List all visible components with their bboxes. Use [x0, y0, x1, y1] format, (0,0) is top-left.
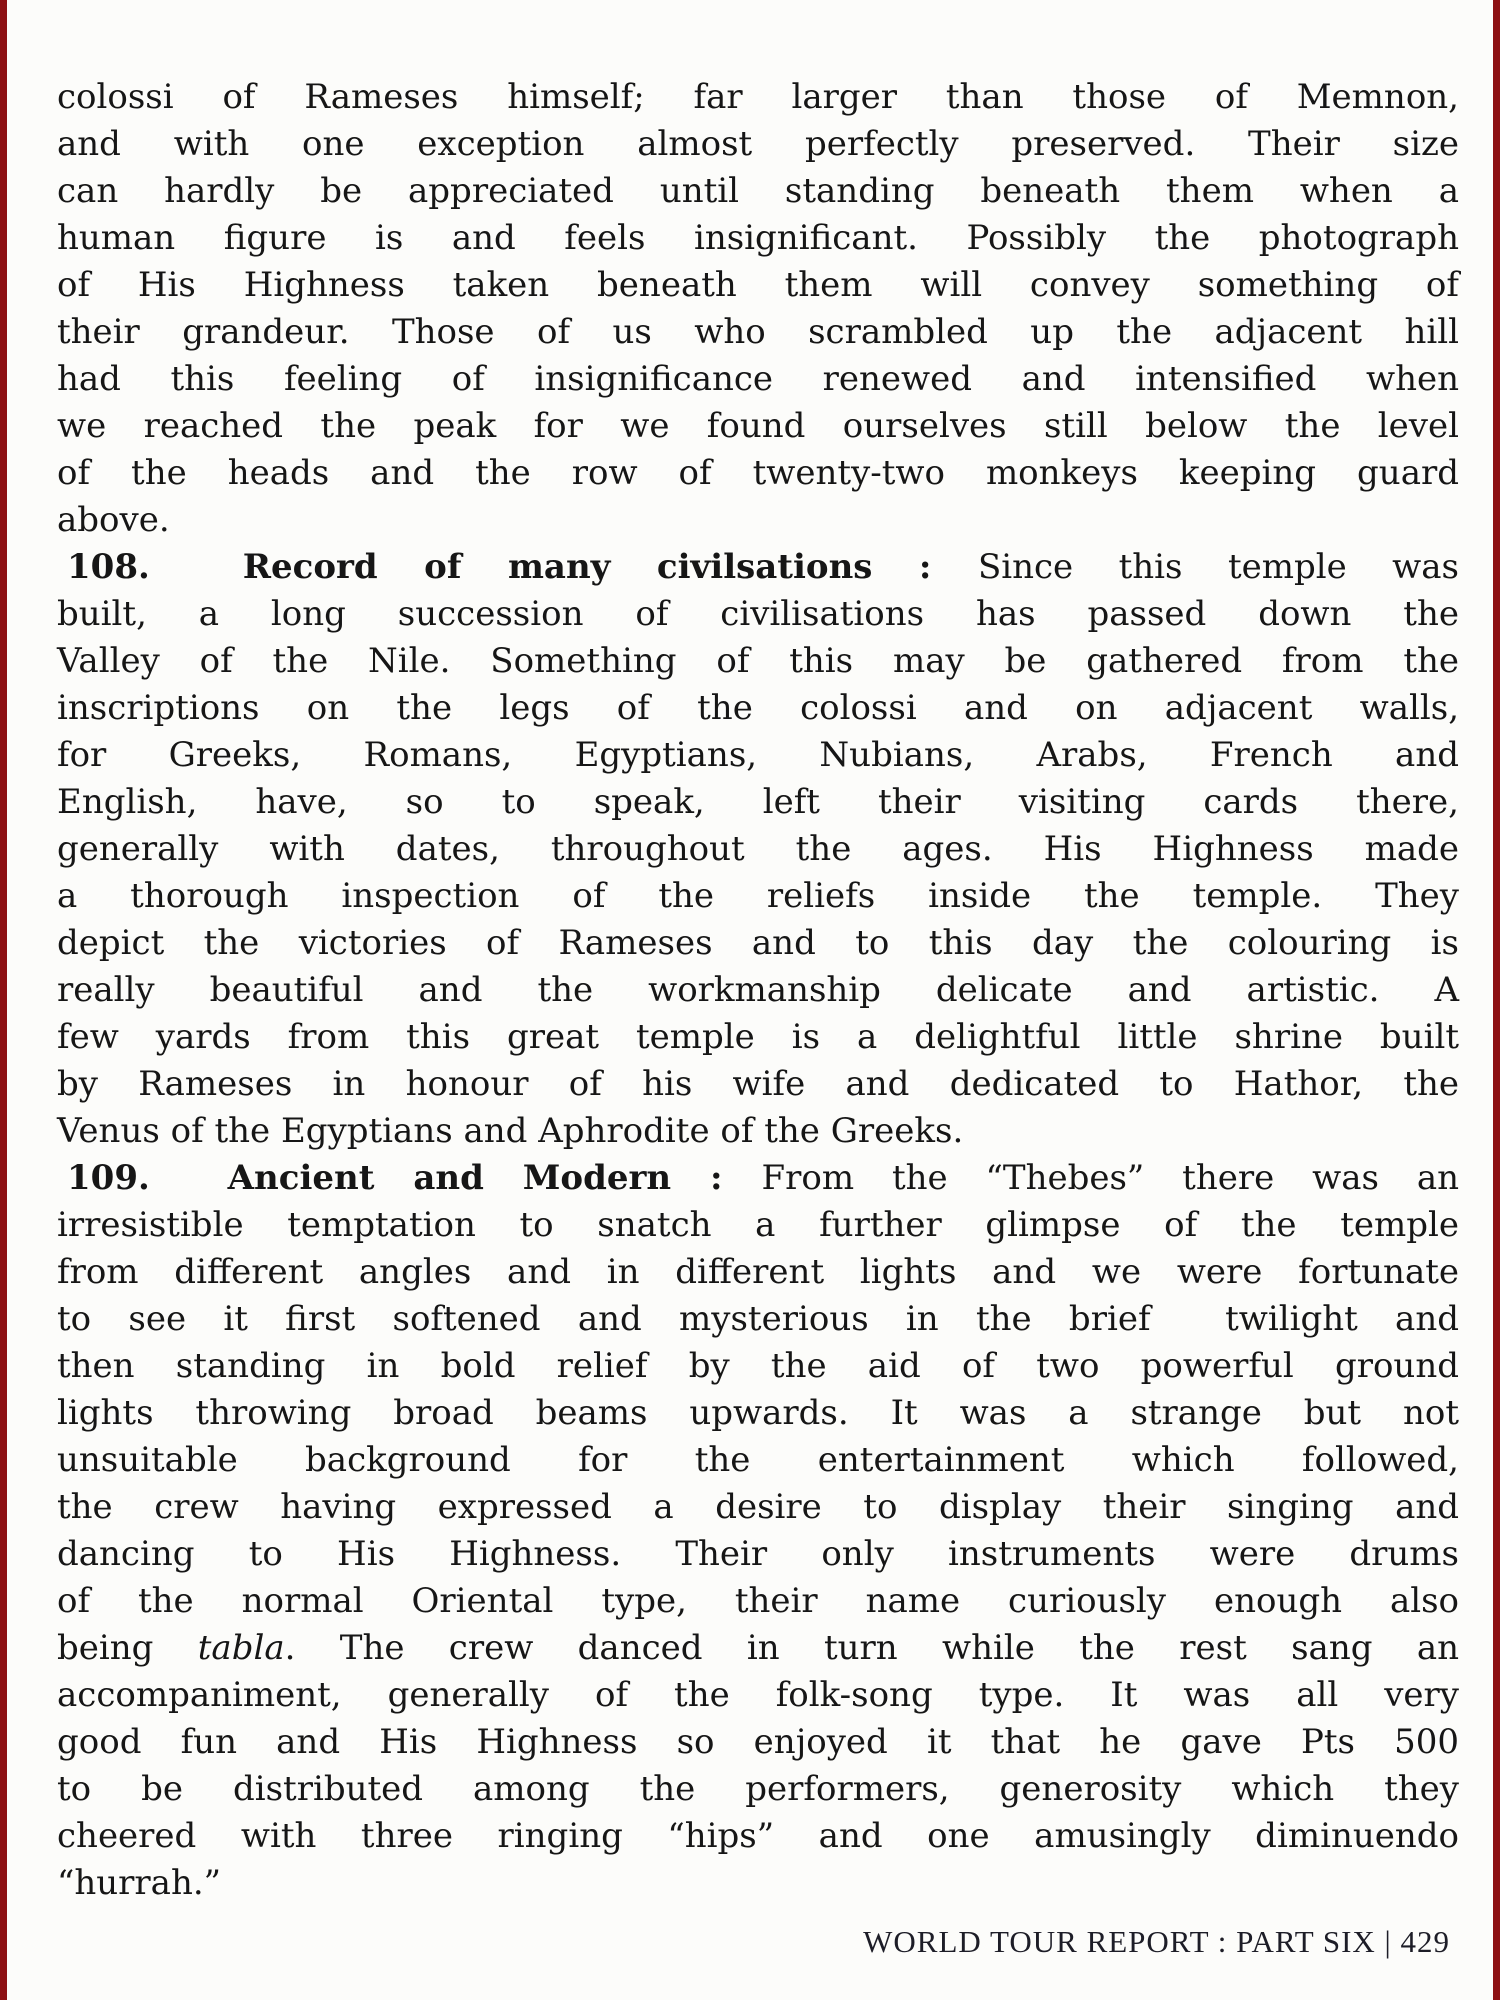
text-segment: From the “Thebes” there was an — [761, 1158, 1459, 1198]
text-segment: inscriptions on the legs of the colossi and on adjacent walls, — [57, 688, 1459, 728]
text-line — [57, 262, 1459, 309]
text-line — [57, 1578, 1459, 1625]
text-line — [57, 403, 1459, 450]
text-segment: for Greeks, Romans, Egyptians, Nubians, Arabs, French and — [57, 735, 1459, 775]
text-line — [57, 1014, 1459, 1061]
text-segment: generally with dates, throughout the ages. His Highness made — [57, 829, 1459, 869]
text-line — [57, 873, 1459, 920]
text-line — [57, 1437, 1459, 1484]
text-line — [57, 1061, 1459, 1108]
continuation-paragraph — [57, 74, 1459, 544]
text-segment: unsuitable background for the entertainment which followed, — [57, 1440, 1459, 1480]
text-segment: cheered with three ringing “hips” and one amusingly diminuendo — [57, 1816, 1459, 1856]
text-line — [57, 1484, 1459, 1531]
text-line — [57, 1249, 1459, 1296]
text-segment: had this feeling of insignificance renewed and intensified when — [57, 359, 1459, 399]
text-line — [57, 1343, 1459, 1390]
text-segment: really beautiful and the workmanship delicate and artistic. A — [57, 970, 1459, 1010]
text-segment: their grandeur. Those of us who scrambled up the adjacent hill — [57, 312, 1459, 352]
text-segment: “hurrah.” — [57, 1863, 222, 1903]
text-line — [57, 1766, 1459, 1813]
text-line — [57, 732, 1459, 779]
text-line — [57, 544, 1459, 591]
text-line — [57, 685, 1459, 732]
text-segment: dancing to His Highness. Their only instruments were drums — [57, 1534, 1459, 1574]
text-segment: Since this temple was — [977, 547, 1459, 587]
text-segment: we reached the peak for we found ourselves still below the level — [57, 406, 1459, 446]
text-line — [57, 121, 1459, 168]
text-line — [57, 1813, 1459, 1860]
text-segment: of the normal Oriental type, their name curiously enough also — [57, 1581, 1459, 1621]
text-segment: from different angles and in different lights and we were fortunate — [57, 1252, 1459, 1292]
text-line — [57, 74, 1459, 121]
text-segment: above. — [57, 500, 170, 540]
text-segment: then standing in bold relief by the aid of two powerful ground — [57, 1346, 1459, 1386]
section-109-ancient-and-modern — [57, 1155, 1459, 1907]
text-line — [57, 779, 1459, 826]
text-line — [57, 591, 1459, 638]
text-line — [57, 356, 1459, 403]
text-line — [57, 1108, 1459, 1155]
text-line — [57, 450, 1459, 497]
text-segment: Valley of the Nile. Something of this may be gathered from the — [57, 641, 1459, 681]
section-108-record-of-many-civilsations — [57, 544, 1459, 1155]
text-line — [57, 920, 1459, 967]
text-segment: can hardly be appreciated until standing beneath them when a — [57, 171, 1459, 211]
text-segment: irresistible temptation to snatch a further glimpse of the temple — [57, 1205, 1459, 1245]
text-segment: human figure is and feels insignificant. Possibly the photograph — [57, 218, 1459, 258]
text-segment: . The crew danced in turn while the rest sang an — [284, 1628, 1459, 1668]
text-segment: of His Highness taken beneath them will convey something of — [57, 265, 1459, 305]
text-segment: Venus of the Egyptians and Aphrodite of the Greeks. — [57, 1111, 964, 1151]
text-segment: lights throwing broad beams upwards. It was a strange but not — [57, 1393, 1459, 1433]
text-line — [57, 1531, 1459, 1578]
text-segment: accompaniment, generally of the folk-song type. It was all very — [57, 1675, 1459, 1715]
text-segment: of the heads and the row of twenty-two monkeys keeping guard — [57, 453, 1459, 493]
text-line — [57, 1860, 1459, 1907]
text-line — [57, 638, 1459, 685]
text-line — [57, 1155, 1459, 1202]
text-segment: being — [57, 1628, 198, 1668]
italic-term: tabla — [197, 1628, 285, 1668]
text-line — [57, 1202, 1459, 1249]
left-page-edge-line — [0, 0, 7, 2000]
text-segment: by Rameses in honour of his wife and dedicated to Hathor, the — [57, 1064, 1459, 1104]
text-segment: the crew having expressed a desire to display their singing and — [57, 1487, 1459, 1527]
section-heading: 108. Record of many civilsations : — [67, 547, 978, 587]
text-line — [57, 168, 1459, 215]
text-segment: colossi of Rameses himself; far larger than those of Memnon, — [57, 77, 1459, 117]
text-line — [57, 215, 1459, 262]
text-line — [57, 967, 1459, 1014]
text-segment: a thorough inspection of the reliefs inside the temple. They — [57, 876, 1459, 916]
text-segment: built, a long succession of civilisations has passed down the — [57, 594, 1459, 634]
text-line — [57, 1625, 1459, 1672]
text-line — [57, 1672, 1459, 1719]
text-line — [57, 826, 1459, 873]
text-segment: depict the victories of Rameses and to this day the colouring is — [57, 923, 1459, 963]
text-segment: and with one exception almost perfectly preserved. Their size — [57, 124, 1459, 164]
text-segment: few yards from this great temple is a delightful little shrine built — [57, 1017, 1459, 1057]
section-heading: 109. Ancient and Modern : — [67, 1158, 762, 1198]
text-segment: to see it first softened and mysterious in the brief twilight and — [57, 1299, 1459, 1339]
text-column — [57, 74, 1459, 1907]
right-page-edge-line — [1493, 0, 1500, 2000]
text-segment: to be distributed among the performers, generosity which they — [57, 1769, 1459, 1809]
page-footer: WORLD TOUR REPORT : PART SIX | 429 — [863, 1924, 1450, 1959]
text-line — [57, 1719, 1459, 1766]
text-line — [57, 1296, 1459, 1343]
text-line — [57, 497, 1459, 544]
text-segment: good fun and His Highness so enjoyed it that he gave Pts 500 — [57, 1722, 1459, 1762]
text-line — [57, 1390, 1459, 1437]
text-line — [57, 309, 1459, 356]
text-segment: English, have, so to speak, left their visiting cards there, — [57, 782, 1459, 822]
